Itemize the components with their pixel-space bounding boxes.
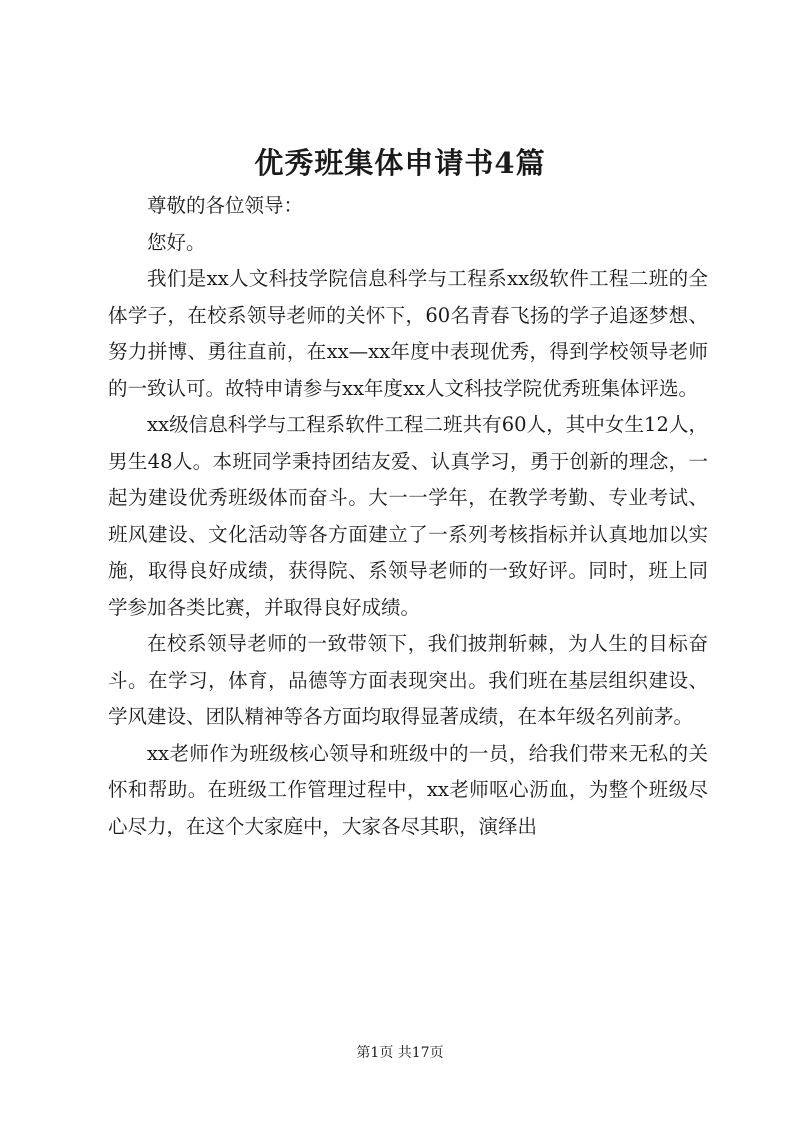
paragraph-intro: 我们是xx人文科技学院信息科学与工程系xx级软件工程二班的全体学子，在校系领导老师的关怀下，60名青春飞扬的学子追逐梦想、努力拼博、勇往直前，在xx—xx年度中表现优秀，得到学校领导老师的一致认可。故特申请参与xx年度xx人文科技学院优秀班集体评选。 [108, 267, 708, 400]
paragraph-class-overview: xx级信息科学与工程系软件工程二班共有60人，其中女生12人，男生48人。本班同学秉持团结友爱、认真学习，勇于创新的理念，一起为建设优秀班级体而奋斗。大一一学年，在教学考勤、专业考试、班风建设、文化活动等各方面建立了一系列考核指标并认真地加以实施，取得良好成绩，获得院、系领导老师的一致好评。同时，班上同学参加各类比赛，并取得良好成绩。 [108, 413, 708, 619]
salutation: 尊敬的各位领导： [147, 194, 304, 217]
document-body [108, 188, 708, 845]
paragraph-teacher: xx老师作为班级核心领导和班级中的一员，给我们带来无私的关怀和帮助。在班级工作管理过程中，xx老师呕心沥血，为整个班级尽心尽力，在这个大家庭中，大家各尽其职，演绎出 [108, 741, 708, 838]
document-title: 优秀班集体申请书4篇 [254, 146, 546, 180]
page-footer: 第1页 共17页 [356, 1045, 444, 1061]
greeting: 您好。 [147, 230, 206, 254]
paragraph-achievements: 在校系领导老师的一致带领下，我们披荆斩棘，为人生的目标奋斗。在学习，体育，品德等方面表现突出。我们班在基层组织建设、学风建设、团队精神等各方面均取得显著成绩，在本年级名列前茅。 [108, 632, 708, 728]
